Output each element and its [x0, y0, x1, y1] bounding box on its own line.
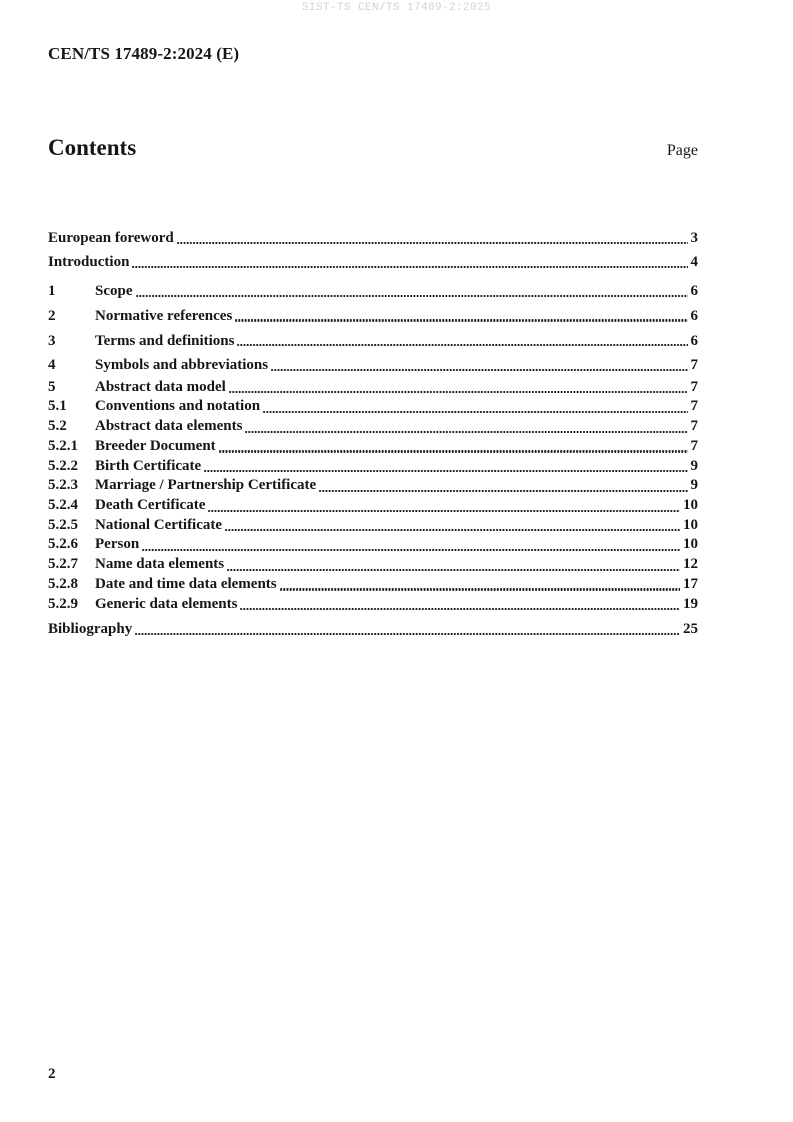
- dot-leader: [219, 450, 688, 452]
- toc-entry-label: Person: [95, 536, 140, 553]
- dot-leader: [237, 344, 687, 346]
- document-reference: CEN/TS 17489-2:2024 (E): [48, 44, 240, 63]
- toc-entry: [48, 595, 698, 615]
- toc-entry-number: 1: [48, 283, 56, 300]
- toc-entry-page: 12: [683, 556, 698, 573]
- dot-leader: [225, 529, 680, 531]
- toc-entry: [48, 226, 698, 250]
- dot-leader: [136, 295, 688, 297]
- toc-entry-page: 9: [690, 457, 698, 474]
- toc-entry: [48, 397, 698, 417]
- toc-entry: [48, 304, 698, 329]
- toc-entry: [48, 437, 698, 457]
- toc-entry-page: 7: [690, 357, 698, 374]
- toc-entry: [48, 575, 698, 595]
- toc-entry-label: Scope: [95, 283, 133, 300]
- toc-entry: [48, 457, 698, 477]
- toc-entry-label: Birth Certificate: [95, 457, 202, 474]
- dot-leader: [280, 588, 680, 590]
- dot-leader: [235, 319, 687, 321]
- toc-entry-label: Breeder Document: [95, 437, 216, 454]
- toc-entry-number: 5: [48, 378, 56, 395]
- toc-entry-number: 5.1: [48, 398, 67, 415]
- toc-entry-label: Marriage / Partnership Certificate: [95, 477, 317, 494]
- toc-entry-number: 5.2.3: [48, 477, 78, 494]
- toc-entry-page: 10: [683, 497, 698, 513]
- toc-entry-page: 7: [690, 378, 698, 395]
- toc-entry-label: Normative references: [95, 308, 233, 324]
- dot-leader: [263, 411, 687, 413]
- dot-leader: [177, 242, 688, 244]
- toc-entry-page: 3: [690, 230, 698, 246]
- toc-entry-page: 10: [683, 536, 698, 553]
- toc-entry-label: Terms and definitions: [95, 332, 235, 349]
- toc-entry-label: Bibliography: [48, 621, 133, 638]
- toc-entry-label: European foreword: [48, 230, 174, 246]
- dot-leader: [204, 470, 687, 472]
- toc-entry: [48, 353, 698, 378]
- toc-entry: [48, 476, 698, 496]
- toc-entry-label: National Certificate: [95, 516, 223, 533]
- toc-entry-number: 2: [48, 308, 56, 324]
- toc-entry: [48, 279, 698, 304]
- toc-entry-number: 5.2.4: [48, 497, 78, 513]
- dot-leader: [240, 608, 680, 610]
- toc-entry: [48, 617, 698, 641]
- toc-entry-page: 7: [690, 437, 698, 454]
- dot-leader: [135, 633, 680, 635]
- dot-leader: [227, 569, 680, 571]
- toc-entry: [48, 378, 698, 398]
- toc-entry-page: 6: [690, 332, 698, 349]
- toc-entry-number: 5.2.2: [48, 457, 78, 474]
- toc-entry-page: 17: [683, 575, 698, 592]
- watermark-text: SIST-TS CEN/TS 17489-2:2025: [301, 2, 492, 14]
- toc-entry-number: 5.2.6: [48, 536, 78, 553]
- toc-entry-number: 5.2: [48, 418, 67, 435]
- toc-entry-page: 7: [690, 418, 698, 435]
- toc-entry-page: 9: [690, 477, 698, 494]
- contents-header: [48, 135, 698, 161]
- toc-entry-label: Symbols and abbreviations: [95, 357, 269, 374]
- toc-entry-page: 19: [683, 595, 698, 612]
- toc-entry-number: 5.2.1: [48, 437, 78, 454]
- dot-leader: [142, 549, 680, 551]
- toc-entry-number: 5.2.8: [48, 575, 78, 592]
- dot-leader: [245, 431, 687, 433]
- toc-entry-label: Generic data elements: [95, 595, 238, 612]
- dot-leader: [229, 391, 688, 393]
- toc-entry-number: 3: [48, 332, 56, 349]
- toc-entry-number: 5.2.9: [48, 595, 78, 612]
- toc-entry-page: 7: [690, 398, 698, 415]
- dot-leader: [132, 266, 687, 268]
- toc-entry-label: Abstract data model: [95, 378, 226, 395]
- contents-title: Contents: [48, 135, 137, 160]
- page-column-label: Page: [666, 142, 698, 159]
- toc-entry-page: 25: [683, 621, 698, 638]
- toc-entry: [48, 555, 698, 575]
- toc-entry: [48, 417, 698, 437]
- toc-list: [48, 226, 698, 641]
- toc-entry-label: Conventions and notation: [95, 398, 261, 415]
- toc-entry: [48, 516, 698, 536]
- dot-leader: [208, 510, 680, 512]
- toc-entry-label: Introduction: [48, 254, 130, 271]
- toc-entry-page: 10: [683, 516, 698, 533]
- toc-entry: [48, 496, 698, 516]
- toc-entry-number: 5.2.5: [48, 516, 78, 533]
- dot-leader: [319, 490, 687, 492]
- toc-entry-number: 4: [48, 357, 56, 374]
- toc-entry: [48, 250, 698, 274]
- toc-entry: [48, 535, 698, 555]
- toc-entry-page: 4: [690, 254, 698, 271]
- toc-entry-page: 6: [690, 308, 698, 324]
- toc-entry-label: Name data elements: [95, 556, 225, 573]
- page-number: 2: [48, 1066, 56, 1082]
- toc-entry-label: Date and time data elements: [95, 575, 277, 592]
- toc-entry-label: Death Certificate: [95, 497, 206, 513]
- toc-entry: [48, 329, 698, 354]
- dot-leader: [271, 369, 687, 371]
- toc-entry-page: 6: [690, 283, 698, 300]
- toc-entry-number: 5.2.7: [48, 556, 78, 573]
- toc-entry-label: Abstract data elements: [95, 418, 243, 435]
